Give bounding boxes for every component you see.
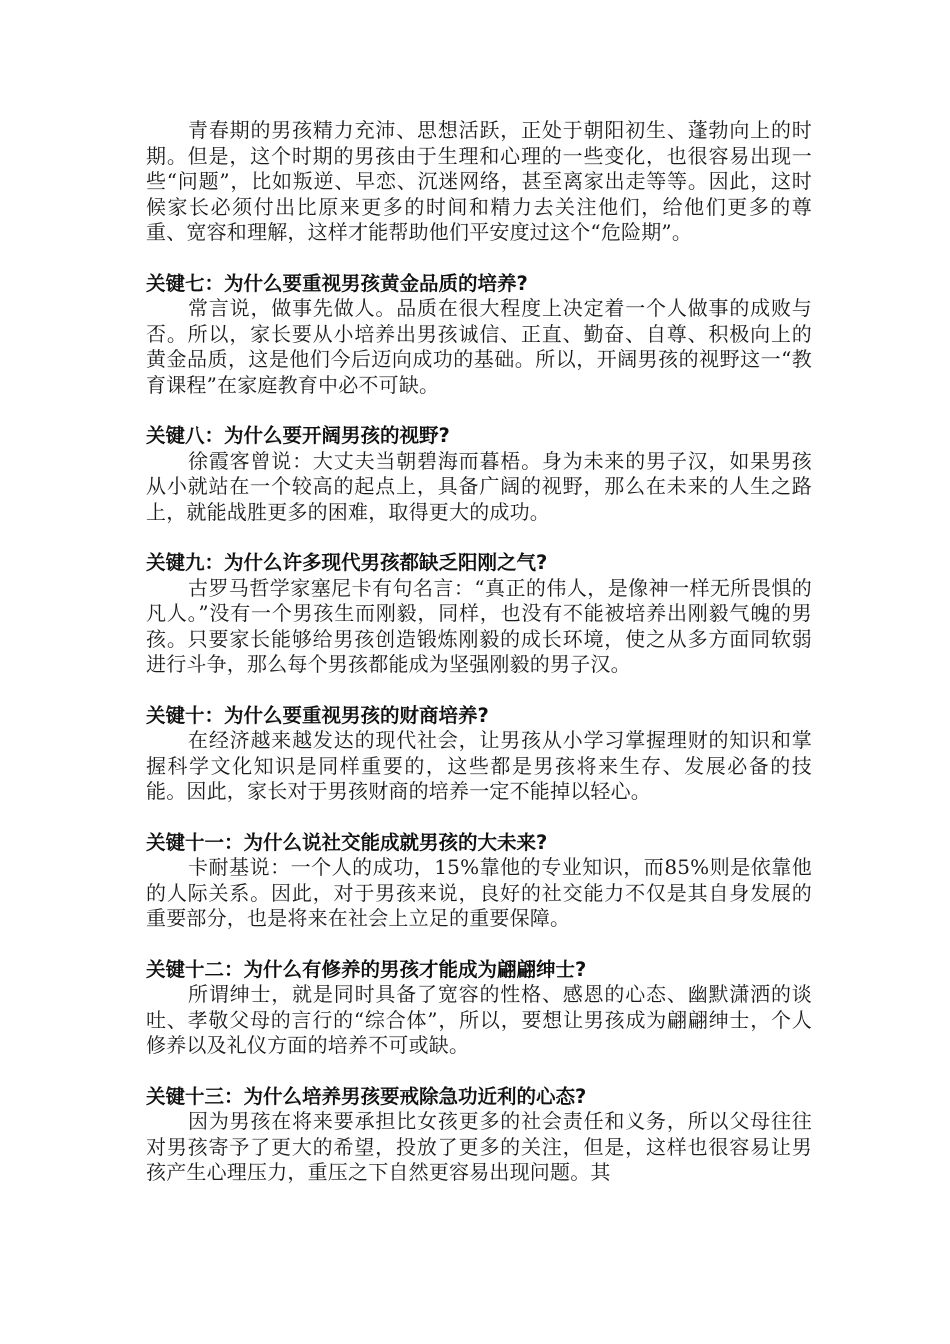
intro-paragraph: 青春期的男孩精力充沛、思想活跃，正处于朝阳初生、蓬勃向上的时期。但是，这个时期的男孩由于生理和心理的一些变化，也很容易出现一些“问题”，比如叛逆、早恋、沉迷网络，甚至离家出走等等。因此，这时候家长必须付出比原来更多的时间和精力去关注他们，给他们更多的尊重、宽容和理解，这样才能帮助他们平安度过这个“危险期”。 (146, 118, 812, 244)
section-heading: 关键十一：为什么说社交能成就男孩的大未来? (146, 830, 548, 854)
section-key-12 (146, 957, 812, 1059)
section-heading: 关键十：为什么要重视男孩的财商培养? (146, 703, 489, 727)
section-key-13 (146, 1084, 812, 1186)
section-body: 因为男孩在将来要承担比女孩更多的社会责任和义务，所以父母往往对男孩寄予了更大的希望，投放了更多的关注，但是，这样也很容易让男孩产生心理压力，重压之下自然更容易出现问题。其 (146, 1109, 812, 1184)
section-heading: 关键七：为什么要重视男孩黄金品质的培养? (146, 271, 528, 295)
section-body: 古罗马哲学家塞尼卡有句名言：“真正的伟人，是像神一样无所畏惧的凡人。”没有一个男孩生而刚毅，同样，也没有不能被培养出刚毅气魄的男孩。只要家长能够给男孩创造锻炼刚毅的成长环境，使之从多方面同软弱进行斗争，那么每个男孩都能成为坚强刚毅的男子汉。 (146, 575, 812, 676)
section-key-10 (146, 703, 812, 805)
section-body: 常言说，做事先做人。品质在很大程度上决定着一个人做事的成败与否。所以，家长要从小培养出男孩诚信、正直、勤奋、自尊、积极向上的黄金品质，这是他们今后迈向成功的基础。所以，开阔男孩的视野这一“教育课程”在家庭教育中必不可缺。 (146, 296, 812, 397)
section-key-11 (146, 830, 812, 932)
document-page (146, 118, 812, 1186)
section-key-9 (146, 550, 812, 678)
section-body: 徐霞客曾说：大丈夫当朝碧海而暮梧。身为未来的男子汉，如果男孩从小就站在一个较高的起点上，具备广阔的视野，那么在未来的人生之路上，就能战胜更多的困难，取得更大的成功。 (146, 448, 812, 524)
section-heading: 关键十二：为什么有修养的男孩才能成为翩翩绅士? (146, 957, 587, 981)
section-body: 卡耐基说：一个人的成功，15%靠他的专业知识，而85%则是依靠他的人际关系。因此，对于男孩来说，良好的社交能力不仅是其自身发展的重要部分，也是将来在社会上立足的重要保障。 (146, 855, 812, 930)
section-body: 在经济越来越发达的现代社会，让男孩从小学习掌握理财的知识和掌握科学文化知识是同样重要的，这些都是男孩将来生存、发展必备的技能。因此，家长对于男孩财商的培养一定不能掉以轻心。 (146, 728, 812, 803)
section-body: 所谓绅士，就是同时具备了宽容的性格、感恩的心态、幽默潇洒的谈吐、孝敬父母的言行的“综合体”，所以，要想让男孩成为翩翩绅士，个人修养以及礼仪方面的培养不可或缺。 (146, 982, 812, 1057)
section-heading: 关键九：为什么许多现代男孩都缺乏阳刚之气? (146, 551, 548, 574)
section-key-8 (146, 423, 812, 525)
section-heading: 关键十三：为什么培养男孩要戒除急功近利的心态? (146, 1084, 587, 1108)
section-key-7 (146, 271, 812, 399)
section-heading: 关键八：为什么要开阔男孩的视野? (146, 424, 450, 447)
